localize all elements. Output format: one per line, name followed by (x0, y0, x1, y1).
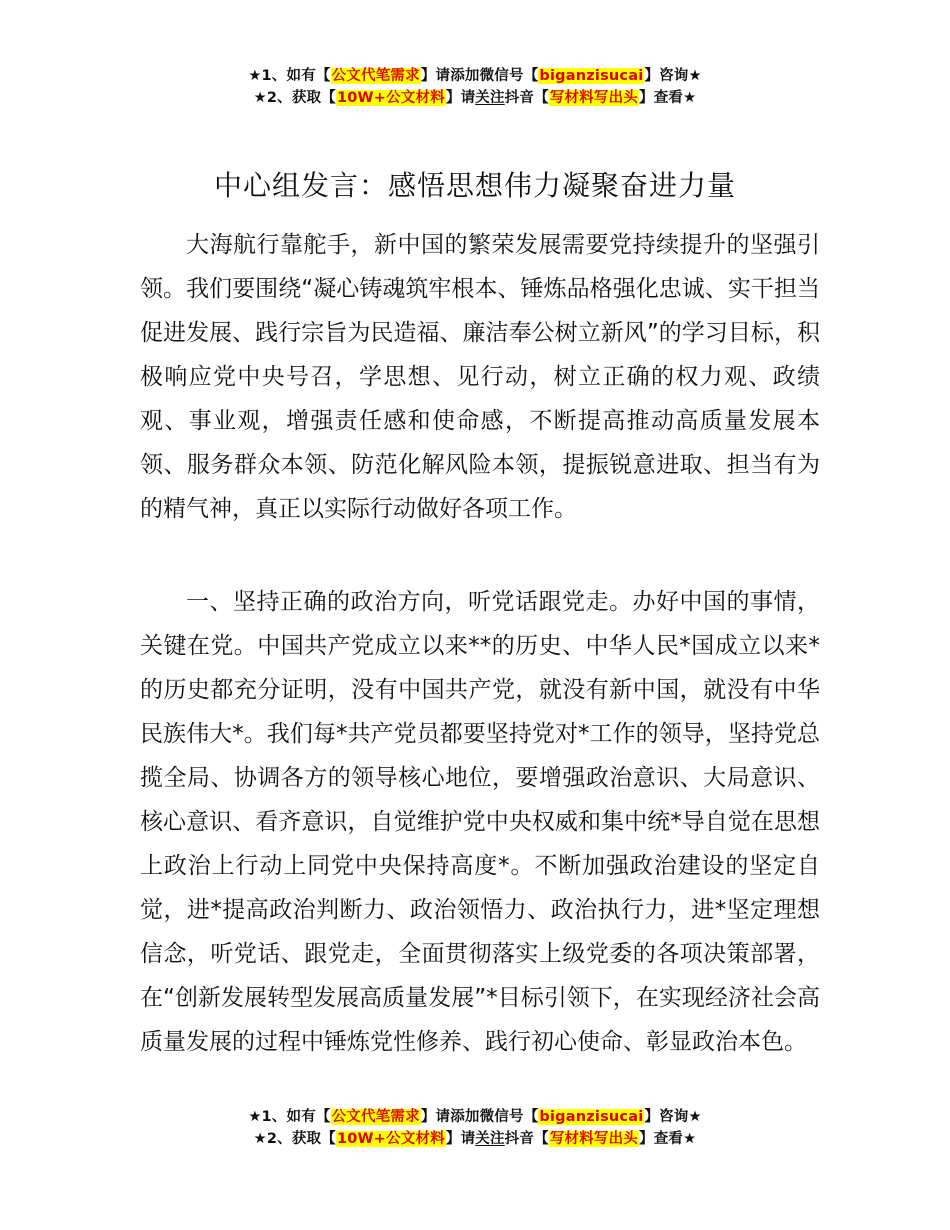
promo-text: 】请 (445, 1131, 476, 1147)
promo-highlight: 公文代笔需求 (331, 1109, 420, 1125)
document-title: 中心组发言：感悟思想伟力凝聚奋进力量 (213, 169, 736, 202)
promo-text: 】咨询★ (644, 1109, 702, 1125)
promo-text: ★2、获取【 (253, 1131, 336, 1147)
footer-promo-banner (0, 1106, 950, 1150)
promo-highlight: 公文代笔需求 (331, 68, 420, 84)
promo-underlined: 关注 (475, 90, 505, 106)
promo-text: 抖音【 (504, 1131, 549, 1147)
promo-line-1 (0, 65, 950, 87)
douyin-id-highlight: 写材料写出头 (549, 1131, 639, 1147)
body-paragraph: 一、坚持正确的政治方向，听党话跟党走。办好中国的事情，关键在党。中国共产党成立以来**的历史、中华人民*国成立以来*的历史都充分证明，没有中国共产党，就没有新中国，就没有中华民族伟大*。我们每*共产党员都要坚持党对*工作的领导，坚持党总揽全局、协调各方的领导核心地位，要增强政治意识、大局意识、核心意识、看齐意识，自觉维护党中央权威和集中统*导自觉在思想上政治上行动上同党中央保持高度*。不断加强政治建设的坚定自觉，进*提高政治判断力、政治领悟力、政治执行力，进*坚定理想信念，听党话、跟党走，全面贯彻落实上级党委的各项决策部署，在“创新发展转型发展高质量发展”*目标引领下，在实现经济社会高质量发展的过程中锤炼党性修养、践行初心使命、彰显政治本色。 (140, 589, 820, 1055)
promo-text: 】咨询★ (644, 68, 702, 84)
header-promo-banner (0, 65, 950, 109)
promo-text: 抖音【 (504, 90, 549, 106)
promo-line-1 (0, 1106, 950, 1128)
promo-text: 】查看★ (639, 90, 697, 106)
promo-line-2 (0, 87, 950, 109)
douyin-id-highlight: 写材料写出头 (549, 90, 639, 106)
promo-text: 】查看★ (639, 1131, 697, 1147)
wechat-id-highlight: biganzisucai (539, 68, 644, 84)
promo-text: 】请 (445, 90, 476, 106)
promo-text: 】请添加微信号【 (420, 1109, 539, 1125)
wechat-id-highlight: biganzisucai (539, 1109, 644, 1125)
promo-highlight: 10W+公文材料 (336, 90, 445, 106)
promo-text: ★1、如有【 (248, 68, 331, 84)
promo-highlight: 10W+公文材料 (336, 1131, 445, 1147)
body-paragraph: 大海航行靠舵手，新中国的繁荣发展需要党持续提升的坚强引领。我们要围绕“凝心铸魂筑牢根本、锤炼品格强化忠诚、实干担当促进发展、践行宗旨为民造福、廉洁奉公树立新风”的学习目标，积极响应党中央号召，学思想、见行动，树立正确的权力观、政绩观、事业观，增强责任感和使命感，不断提高推动高质量发展本领、服务群众本领、防范化解风险本领，提振锐意进取、担当有为的精气神，真正以实际行动做好各项工作。 (140, 232, 820, 522)
promo-text: ★1、如有【 (248, 1109, 331, 1125)
promo-line-2 (0, 1128, 950, 1150)
promo-underlined: 关注 (475, 1131, 505, 1147)
promo-text: ★2、获取【 (253, 90, 336, 106)
promo-text: 】请添加微信号【 (420, 68, 539, 84)
